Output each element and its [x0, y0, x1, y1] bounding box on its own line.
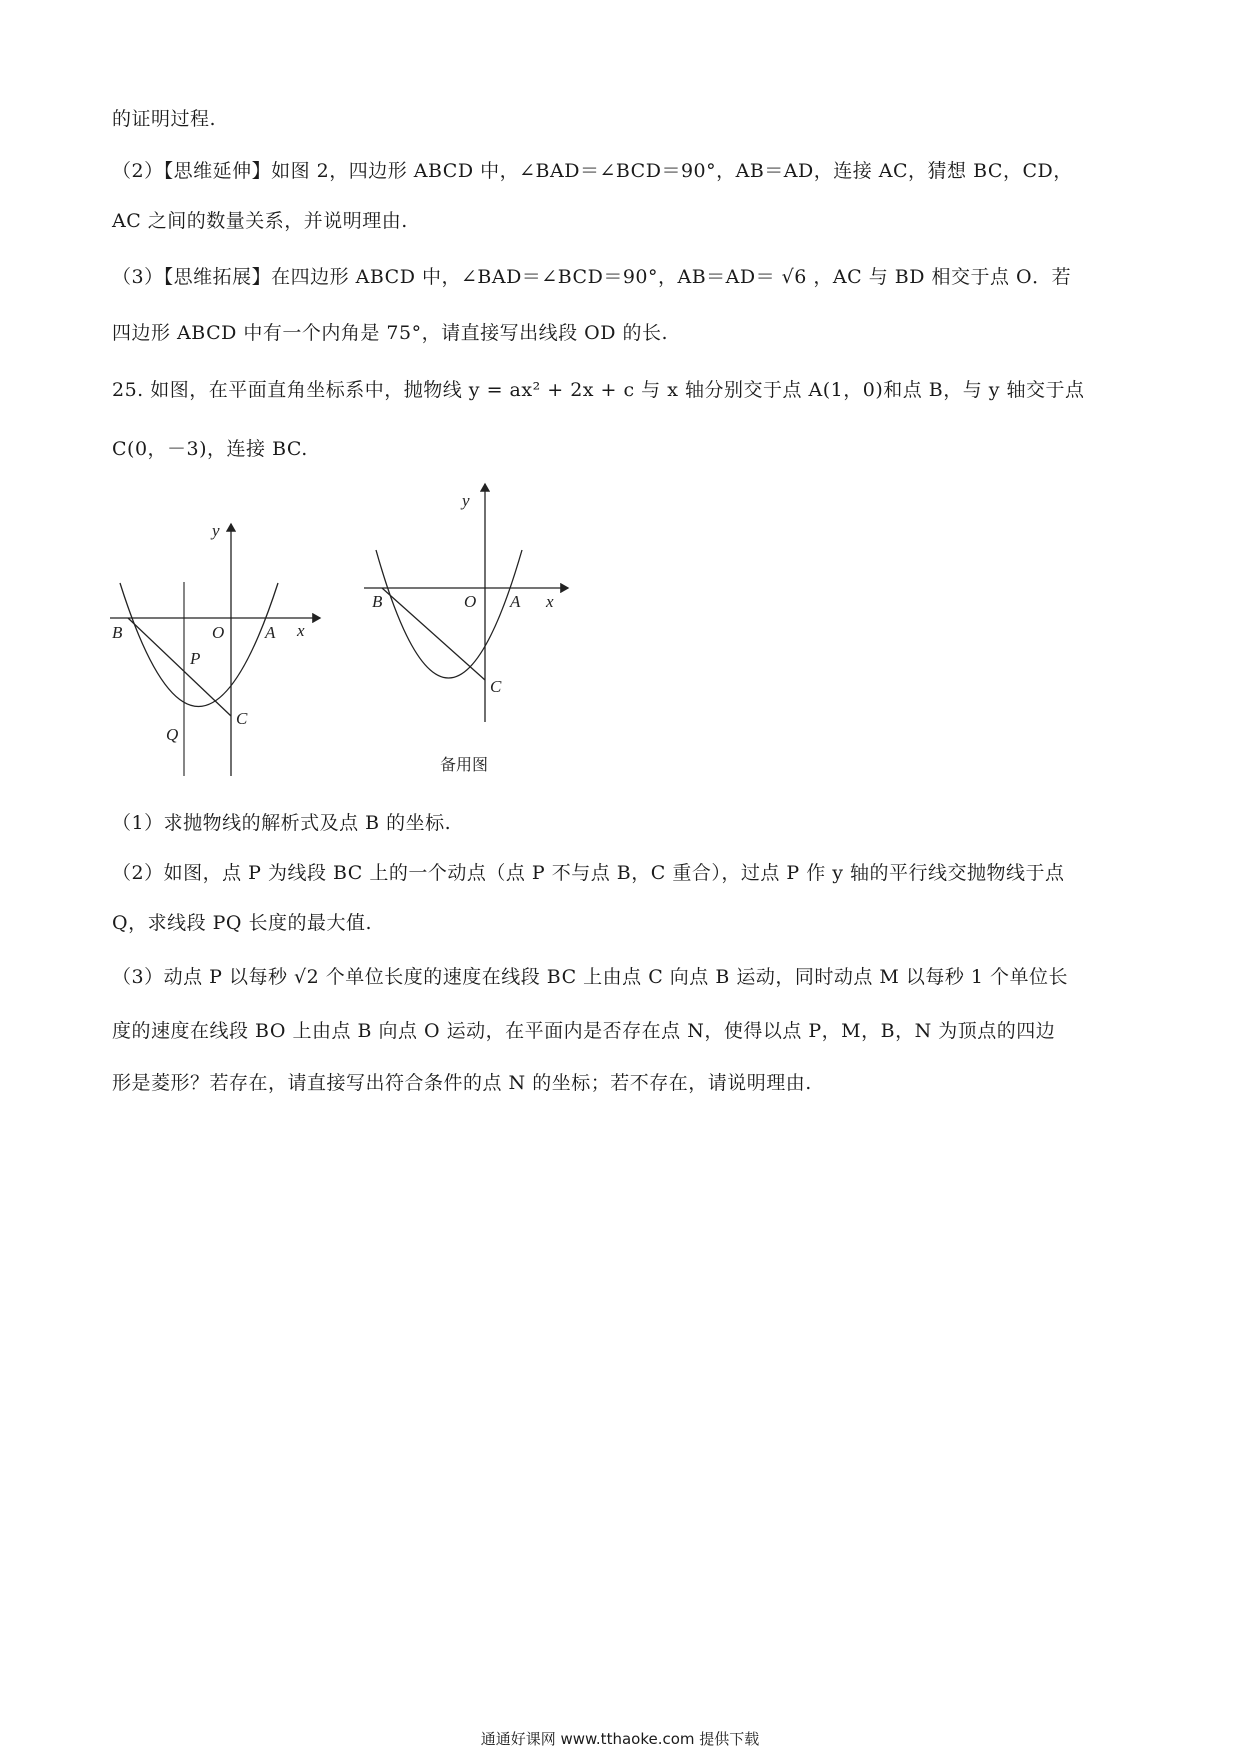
text-line-7: C(0，－3)，连接 BC. — [112, 438, 308, 460]
parabola-figure-2 — [358, 478, 578, 732]
text-line-6: 25. 如图，在平面直角坐标系中，抛物线 y = ax² + 2x + c 与 x 轴分别交于点 A(1，0)和点 B，与 y 轴交于点 — [112, 379, 1085, 401]
text-line-1: 的证明过程. — [112, 108, 217, 130]
page-footer: 通通好课网 www.tthaoke.com 提供下载 — [480, 1730, 760, 1748]
label-a: A — [510, 592, 521, 611]
label-q: Q — [166, 725, 179, 744]
text-line-5: 四边形 ABCD 中有一个内角是 75°，请直接写出线段 OD 的长. — [112, 322, 669, 344]
text-line-12: 度的速度在线段 BO 上由点 B 向点 O 运动，在平面内是否存在点 N，使得以点 P，M，B，N 为顶点的四边 — [112, 1020, 1056, 1042]
label-y: y — [462, 491, 470, 510]
label-c: C — [490, 677, 502, 696]
text-line-8: （1）求抛物线的解析式及点 B 的坐标. — [112, 812, 452, 834]
parabola-curve — [120, 583, 278, 707]
label-o: O — [212, 623, 225, 642]
label-o: O — [464, 592, 477, 611]
label-p: P — [190, 649, 201, 668]
label-x: x — [546, 592, 554, 611]
figure-caption: 备用图 — [440, 755, 489, 774]
parabola-curve — [376, 550, 522, 678]
text-line-9: （2）如图，点 P 为线段 BC 上的一个动点（点 P 不与点 B，C 重合），过点 P 作 y 轴的平行线交抛物线于点 — [112, 862, 1065, 884]
text-line-10: Q，求线段 PQ 长度的最大值. — [112, 912, 373, 934]
parabola-figure-1 — [100, 518, 330, 788]
text-line-11: （3）动点 P 以每秒 √2 个单位长度的速度在线段 BC 上由点 C 向点 B 运动，同时动点 M 以每秒 1 个单位长 — [112, 966, 1069, 988]
label-c: C — [236, 709, 248, 728]
text-line-2: （2）【思维延伸】如图 2，四边形 ABCD 中，∠BAD＝∠BCD＝90°，AB＝AD，连接 AC，猜想 BC，CD， — [112, 160, 1073, 182]
text-line-13: 形是菱形？若存在，请直接写出符合条件的点 N 的坐标；若不存在，请说明理由. — [112, 1072, 812, 1094]
label-b: B — [112, 623, 123, 642]
label-y: y — [212, 521, 220, 540]
label-a: A — [265, 623, 276, 642]
label-b: B — [372, 592, 383, 611]
label-x: x — [297, 621, 305, 640]
text-line-4: （3）【思维拓展】在四边形 ABCD 中，∠BAD＝∠BCD＝90°，AB＝AD＝ √6 ，AC 与 BD 相交于点 O．若 — [112, 266, 1072, 288]
text-line-3: AC 之间的数量关系，并说明理由. — [112, 210, 408, 232]
